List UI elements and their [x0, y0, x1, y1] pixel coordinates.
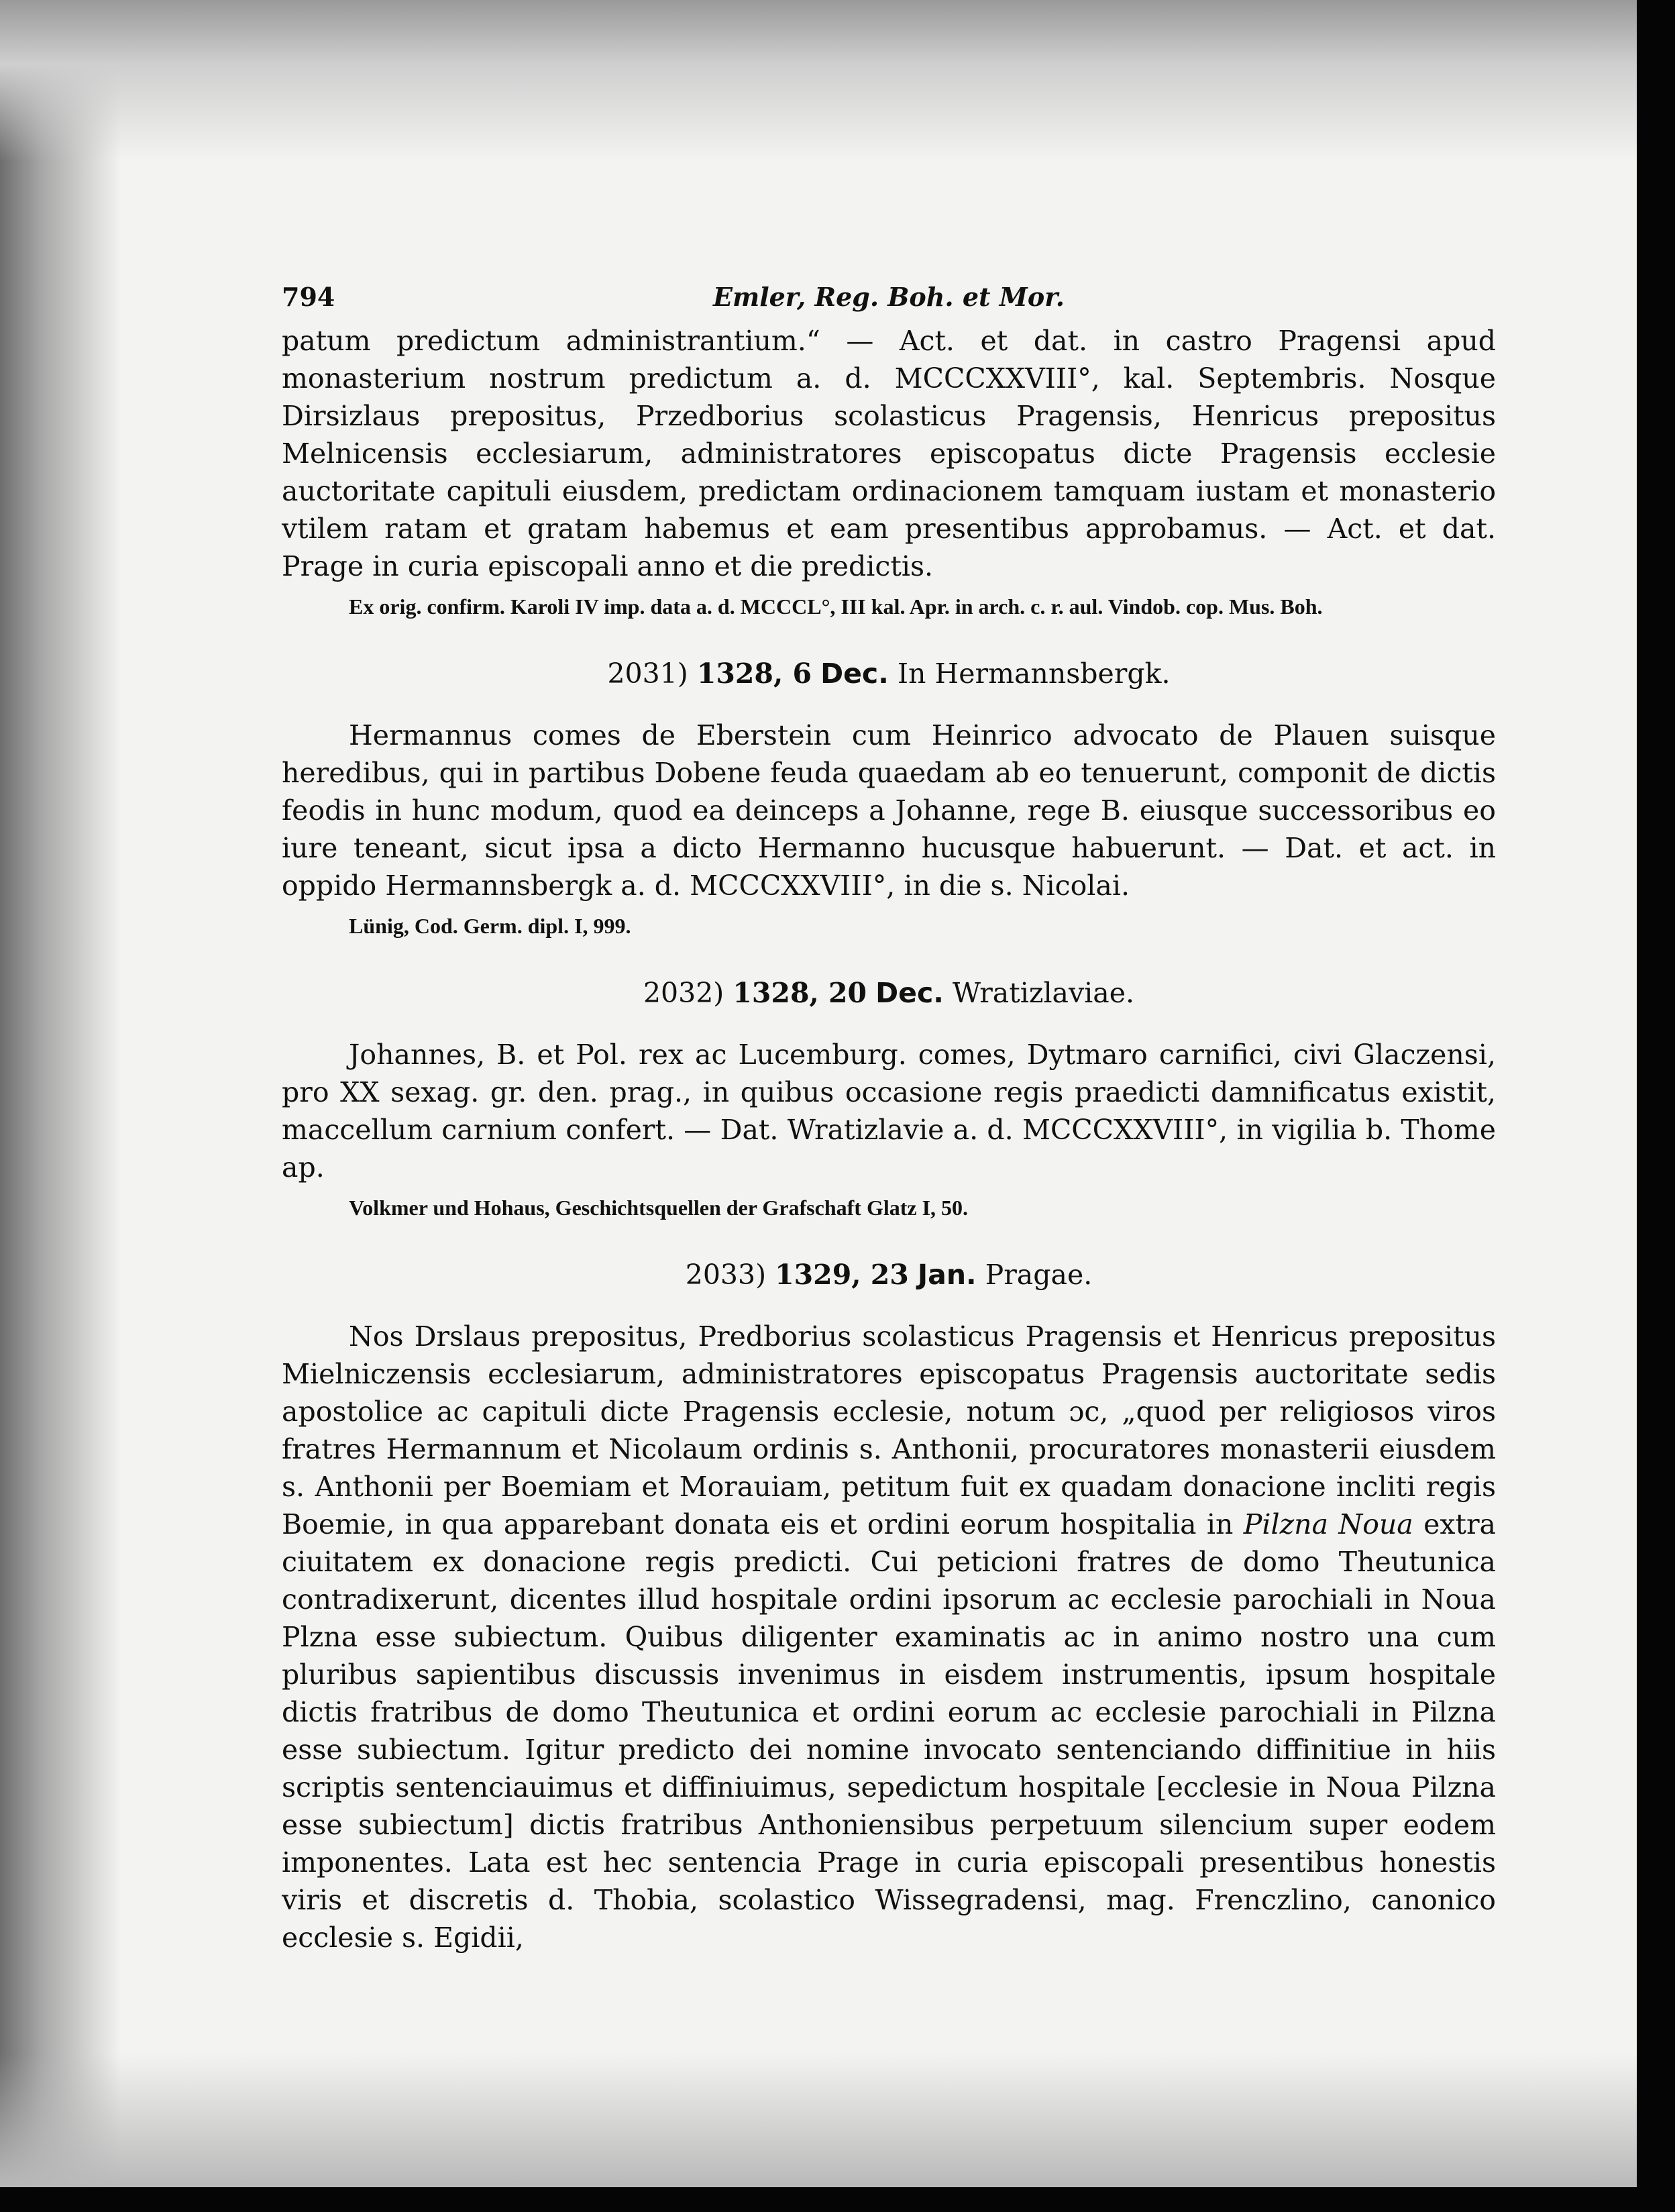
scan-shadow-bottom [0, 2053, 1637, 2187]
entry-heading-2033 [282, 1256, 1496, 1294]
entry-month: Jan. [917, 1259, 977, 1291]
entry-source-2031: Lünig, Cod. Germ. dipl. I, 999. [349, 914, 631, 938]
continuation-source: Ex orig. confirm. Karoli IV imp. data a. d. MCCCL°, III kal. Apr. in arch. c. r. aul. Vindob. cop. Mus. Boh. [349, 594, 1323, 619]
entry-text-part: Nos Drslaus prepositus, Predborius scolasticus Pragensis et Henricus prepositus Mielniczensis ecclesiarum, administratores episcopatus Pragensis auctoritate sedis apostolice ac capituli dicte Pragensis ecclesie, notum ɔc, „quod per religiosos viros fratres Hermannum et Nicolaum ordinis s. Anthonii, procuratores monasterii eiusdem s. Anthonii per Boemiam et Morauiam, petitum fuit ex quadam donacione incliti regis Boemie, in qua apparebant donata eis et ordini eorum hospitalia in [282, 1320, 1496, 1540]
scan-border-bottom [0, 2187, 1675, 2212]
scan-shadow-top [0, 0, 1637, 161]
scan-border-right [1637, 0, 1675, 2212]
entry-place: Pragae. [985, 1259, 1093, 1291]
entry-source-2032: Volkmer und Hohaus, Geschichtsquellen der Grafschaft Glatz I, 50. [349, 1196, 969, 1220]
italic-place-name: Pilzna Noua [1243, 1508, 1413, 1540]
entry-place: Wratizlaviae. [952, 977, 1135, 1009]
entry-date: 1328, 20 [733, 977, 867, 1009]
continuation-text: patum predictum administrantium.“ — Act. et dat. in castro Pragensi apud monasterium nostrum predictum a. d. MCCCXXVIII°, kal. Septembris. Nosque Dirsizlaus prepositus, Przedborius scolasticus Pragensis, Henricus prepositus Melnicensis ecclesiarum, administratores episcopatus dicte Pragensis ecclesie auctoritate capituli eiusdem, predictam ordinacionem tamquam iustam et monasterio vtilem ratam et gratam habemus et eam presentibus approbamus. — Act. et dat. Prage in curia episcopali anno et die predictis. [282, 325, 1496, 582]
entry-date: 1328, 6 [696, 657, 812, 690]
entry-number: 2031) [607, 657, 688, 690]
running-title: Emler, Reg. Boh. et Mor. [713, 282, 1065, 312]
entry-month: Dec. [875, 977, 944, 1009]
entry-date: 1329, 23 [775, 1259, 909, 1291]
entry-heading-2032 [282, 974, 1496, 1012]
entry-place: In Hermannsbergk. [897, 657, 1171, 690]
page-header [282, 282, 1496, 322]
entry-number: 2033) [685, 1259, 767, 1291]
scan-shadow-left [0, 0, 121, 2187]
entry-text-2033 [282, 1318, 1496, 1956]
entry-heading-2031 [282, 655, 1496, 692]
page-content [282, 282, 1496, 1956]
entry-text-2032: Johannes, B. et Pol. rex ac Lucemburg. comes, Dytmaro carnifici, civi Glaczensi, pro XX sexag. gr. den. prag., in quibus occasione regis praedicti damnificatus existit, maccellum carnium confert. — Dat. Wratizlavie a. d. MCCCXXVIII°, in vigilia b. Thome ap. [282, 1039, 1496, 1183]
entry-text-2031: Hermannus comes de Eberstein cum Heinrico advocato de Plauen suisque heredibus, qui in partibus Dobene feuda quaedam ab eo tenuerunt, componit de dictis feodis in hunc modum, quod ea deinceps a Johanne, rege B. eiusque successoribus eo iure teneant, sicut ipsa a dicto Hermanno hucusque habuerunt. — Dat. et act. in oppido Hermannsbergk a. d. MCCCXXVIII°, in die s. Nicolai. [282, 719, 1496, 902]
page-number: 794 [282, 282, 335, 312]
entry-number: 2032) [643, 977, 724, 1009]
entry-text-part: extra ciuitatem ex donacione regis predicti. Cui peticioni fratres de domo Theutunica contradixerunt, dicentes illud hospitale ordini ipsorum ac ecclesie parochiali in Noua Plzna esse subiectum. Quibus diligenter examinatis ac in animo nostro una cum pluribus sapientibus discussis invenimus in eisdem instrumentis, ipsum hospitale dictis fratribus de domo Theutunica et ordini eorum ac ecclesie parochiali in Pilzna esse subiectum. Igitur predicto dei nomine invocato sentenciando diffinitiue in hiis scriptis sentenciauimus et diffiniuimus, sepedictum hospitale [ecclesie in Noua Pilzna esse subiectum] dictis fratribus Anthoniensibus perpetuum silencium super eodem imponentes. Lata est hec sentencia Prage in curia episcopali presentibus honestis viris et discretis d. Thobia, scolastico Wissegradensi, mag. Frenczlino, canonico ecclesie s. Egidii, [282, 1508, 1496, 1954]
entry-month: Dec. [820, 657, 889, 690]
